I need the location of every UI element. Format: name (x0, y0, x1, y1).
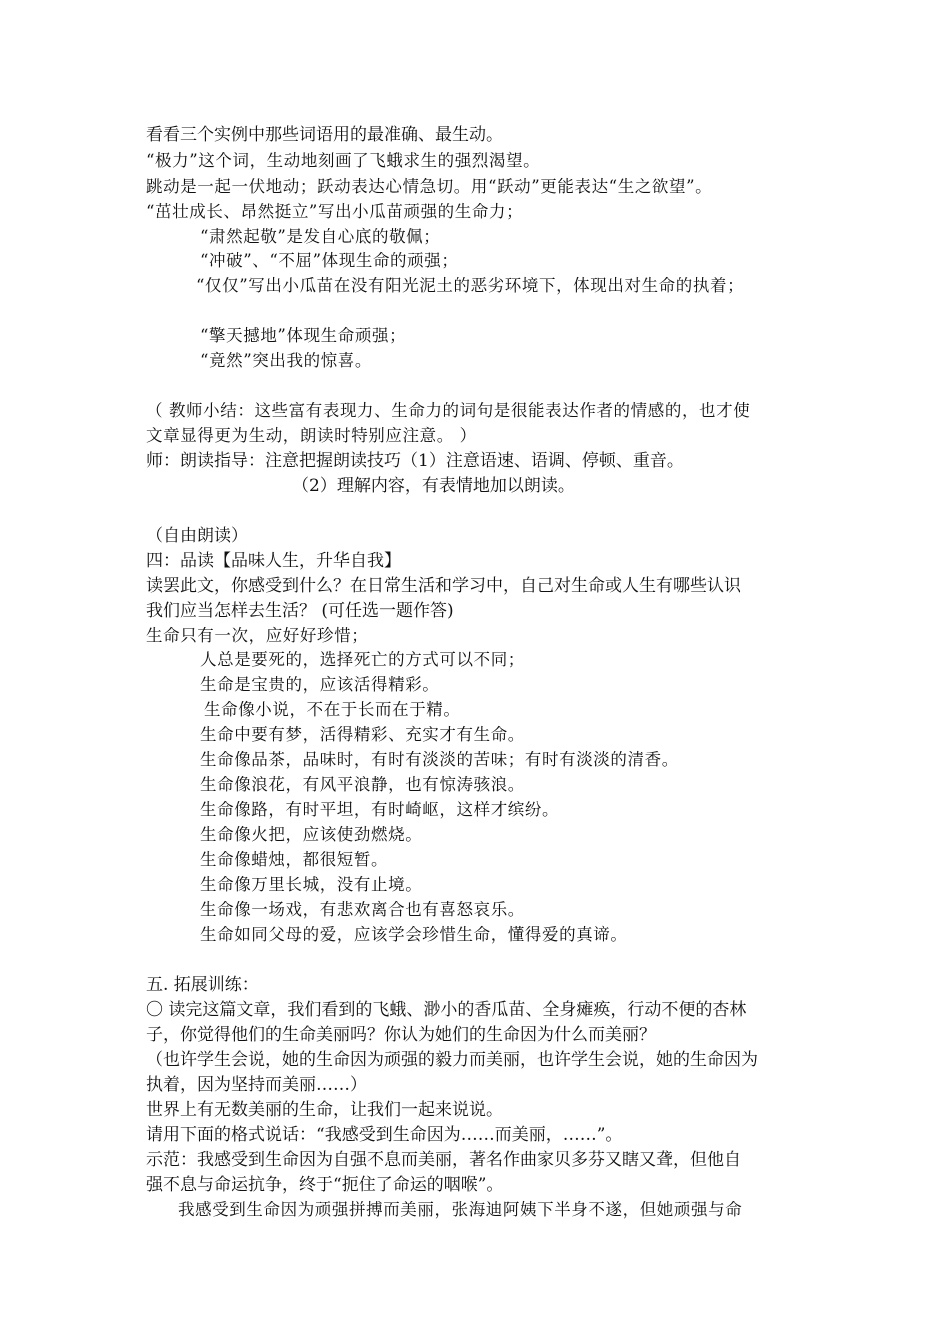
text-line: 强不息与命运抗争，终于“扼住了命运的咽喉”。 (146, 1175, 504, 1195)
text-line: 我们应当怎样去生活？ (可任选一题作答) (146, 601, 454, 621)
text-line: “肃然起敬”是发自心底的敬佩； (200, 227, 441, 246)
list-item: 生命像一场戏，有悲欢离合也有喜怒哀乐。 (200, 900, 525, 919)
list-item: 生命是宝贵的，应该活得精彩。 (200, 675, 440, 694)
text-line: 请用下面的格式说话：“我感受到生命因为……而美丽，……”。 (146, 1125, 623, 1145)
text-line: “冲破”、“不屈”体现生命的顽强； (200, 251, 459, 270)
text-line: “仅仅”写出小瓜苗在没有阳光泥土的恶劣环境下，体现出对生命的执着； (196, 276, 745, 295)
list-item: 生命中要有梦，活得精彩、充实才有生命。 (200, 725, 525, 744)
list-item: 生命像小说，不在于长而在于精。 (204, 700, 461, 719)
text-line: 师：朗读指导：注意把握朗读技巧（1）注意语速、语调、停顿、重音。 (146, 451, 684, 471)
list-item: 生命像万里长城，没有止境。 (200, 875, 423, 894)
list-item: 生命像火把，应该使劲燃烧。 (200, 825, 423, 844)
text-line: （ 教师小结：这些富有表现力、生命力的词句是很能表达作者的情感的，也才使 (146, 401, 751, 420)
text-line: “竟然”突出我的惊喜。 (200, 351, 372, 370)
list-item: 生命像路，有时平坦，有时崎岖，这样才缤纷。 (200, 800, 560, 819)
list-item: 生命如同父母的爱，应该学会珍惜生命，懂得爱的真谛。 (200, 925, 628, 944)
text-line: 子，你觉得他们的生命美丽吗？你认为她们的生命因为什么而美丽？ (146, 1025, 656, 1045)
text-line: 〇 读完这篇文章，我们看到的飞蛾、渺小的香瓜苗、全身瘫痪，行动不便的杏林 (146, 1000, 747, 1020)
list-item: 生命像蜡烛，都很短暂。 (200, 850, 389, 869)
text-line: 示范：我感受到生命因为自强不息而美丽，著名作曲家贝多芬又瞎又聋，但他自 (146, 1150, 741, 1170)
text-line: 执着，因为坚持而美丽……） (146, 1075, 367, 1095)
text-line: 读罢此文，你感受到什么？在日常生活和学习中，自己对生命或人生有哪些认识 (146, 576, 741, 596)
list-item: 生命像浪花，有风平浪静，也有惊涛骇浪。 (200, 775, 525, 794)
text-line: “极力”这个词，生动地刻画了飞蛾求生的强烈渴望。 (146, 151, 541, 170)
text-line: “茁壮成长、昂然挺立”写出小瓜苗顽强的生命力； (146, 202, 524, 221)
text-line: 世界上有无数美丽的生命，让我们一起来说说。 (146, 1100, 503, 1120)
list-item: 人总是要死的，选择死亡的方式可以不同； (200, 650, 525, 669)
list-item: 生命像品茶，品味时，有时有淡淡的苦味；有时有淡淡的清香。 (200, 750, 679, 769)
text-line: （自由朗读） (146, 526, 248, 546)
text-line: 我感受到生命因为顽强拼搏而美丽，张海迪阿姨下半身不遂，但她顽强与命 (178, 1200, 743, 1219)
text-line: （也许学生会说，她的生命因为顽强的毅力而美丽，也许学生会说，她的生命因为 (146, 1050, 758, 1070)
text-line: （2）理解内容，有表情地加以朗读。 (292, 476, 575, 496)
section-heading: 四：品读【品味人生，升华自我】 (146, 551, 401, 571)
section-heading: 五. 拓展训练： (146, 975, 259, 995)
text-line: 看看三个实例中那些词语用的最准确、最生动。 (146, 125, 503, 145)
text-line: “擎天撼地”体现生命顽强； (200, 326, 407, 345)
text-line: 文章显得更为生动，朗读时特别应注意。 ） (146, 426, 477, 445)
text-line: 生命只有一次，应好好珍惜； (146, 626, 369, 645)
text-line: 跳动是一起一伏地动；跃动表达心情急切。用“跃动”更能表达“生之欲望”。 (146, 177, 713, 196)
